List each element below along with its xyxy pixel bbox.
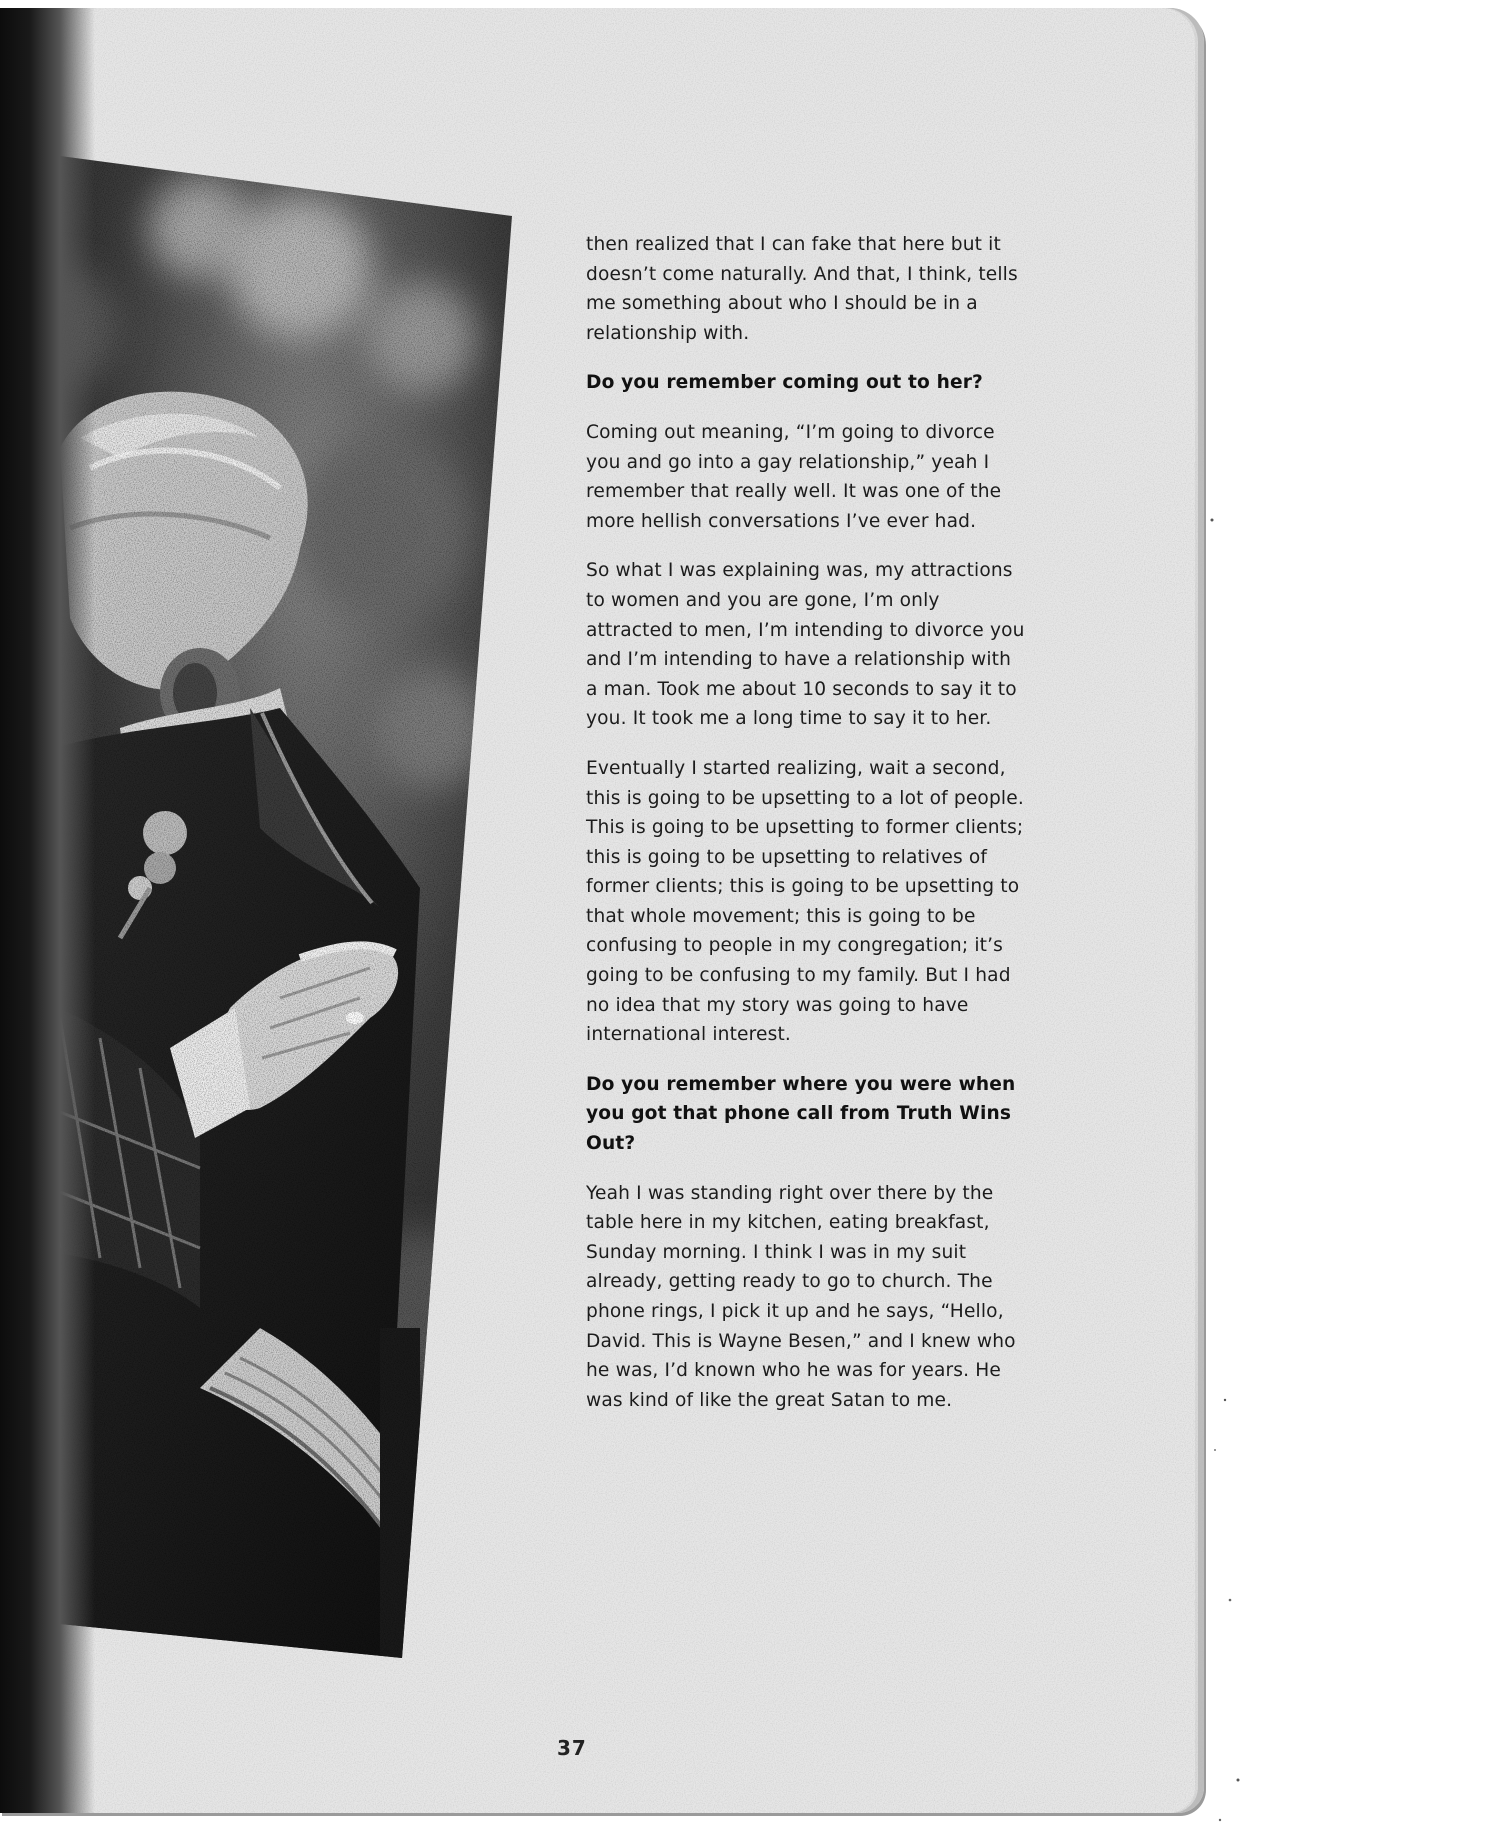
book-page [0, 8, 1204, 1813]
interview-text-column [586, 230, 1026, 1435]
binding-gutter-shadow [0, 8, 95, 1813]
answer-paragraph-5: Yeah I was standing right over there by the table here in my kitchen, eating breakfast, Sunday morning. I think I was in my suit already, getting ready to go to church. The phone rings, I pick it up and he says, “Hello, David. This is Wayne Besen,” and I knew who he was, I’d known who he was for years. He was kind of like the great Satan to me. [586, 1182, 1016, 1411]
answer-paragraph-3: So what I was explaining was, my attractions to women and you are gone, I’m only attracted to men, I’m intending to divorce you and I’m intending to have a relationship with a man. Took me about 10 seconds to say it to you. It took me a long time to say it to her. [586, 560, 1025, 730]
answer-paragraph-1: then realized that I can fake that here but it doesn’t come naturally. And that, I think, tells me something about who I should be in a relationship with. [586, 234, 1018, 344]
answer-paragraph-2: Coming out meaning, “I’m going to divorce you and go into a gay relationship,” yeah I remember that really well. It was one of the more hellish conversations I’ve ever had. [586, 421, 1002, 532]
answer-paragraph-4: Eventually I started realizing, wait a second, this is going to be upsetting to a lot of people. This is going to be upsetting to former clients; this is going to be upsetting to relatives of former clients; this is going to be upsetting to that whole movement; this is going to be confusing to people in my congregation; it’s going to be confusing to my family. But I had no idea that my story was going to have international interest. [586, 757, 1024, 1046]
question-2: Do you remember where you were when you got that phone call from Truth Wins Out? [586, 1073, 1016, 1155]
page-number: 37 [557, 1736, 587, 1760]
question-1: Do you remember coming out to her? [586, 372, 983, 394]
